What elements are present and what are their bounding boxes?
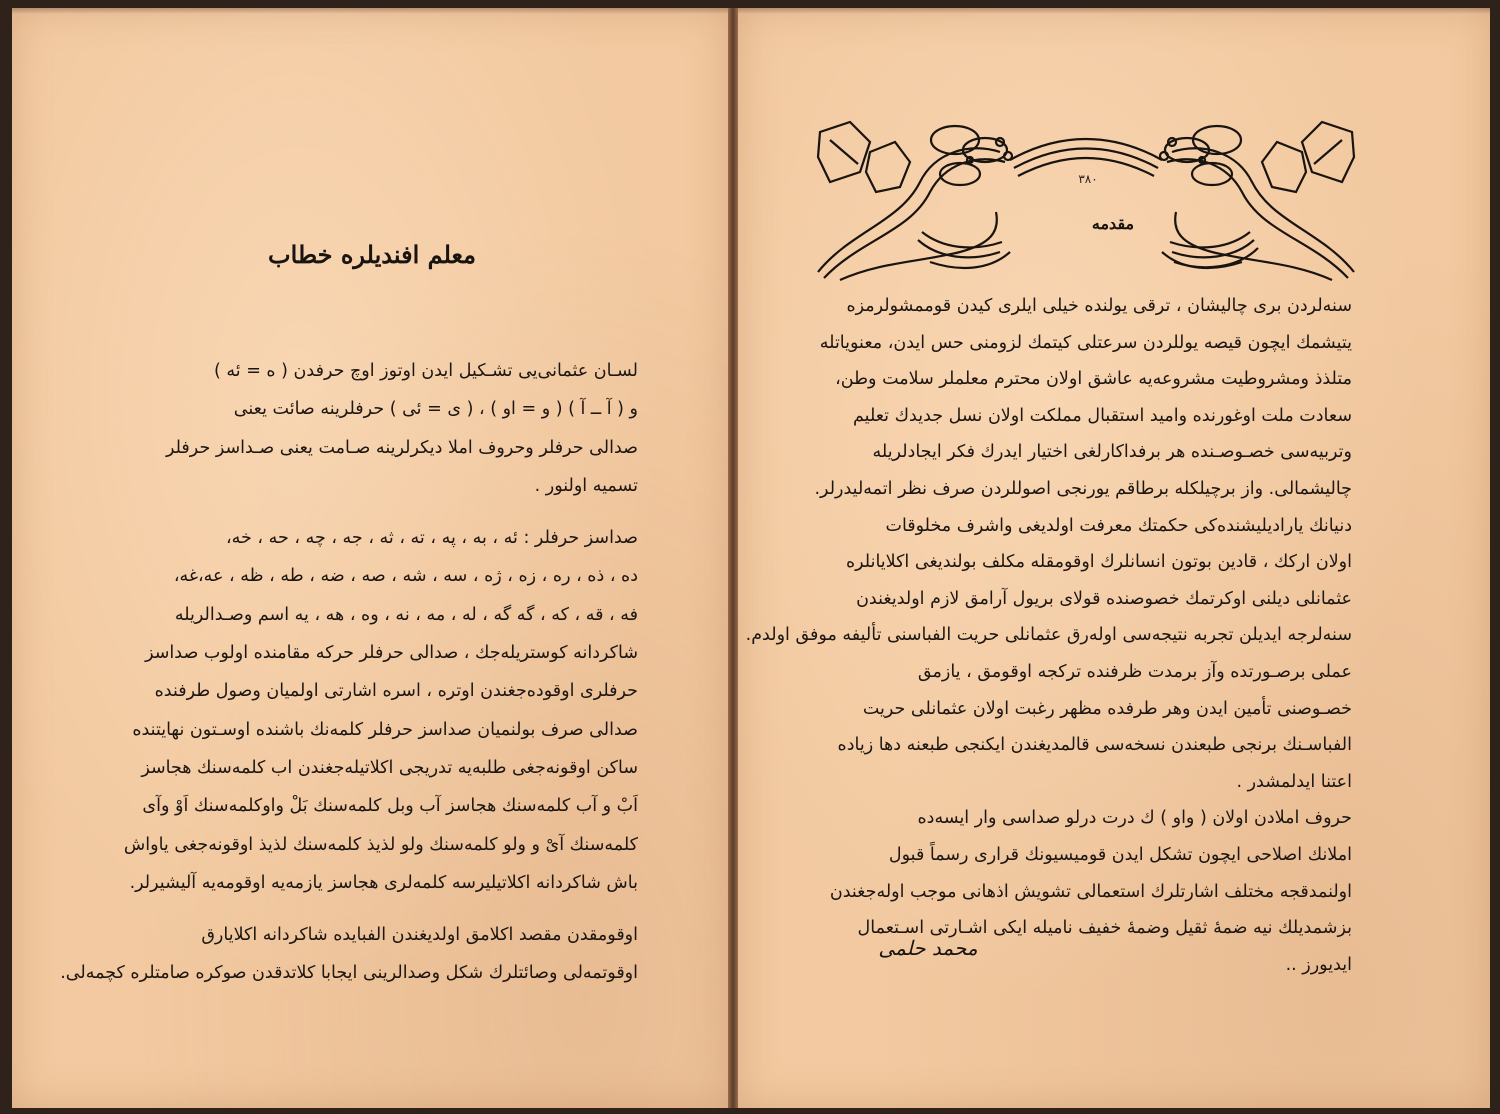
text-line: املانك اصلاحی ایچون تشكل ایدن قومیسیونك قراری رسماً قبول [888,844,1352,865]
art-nouveau-headpiece-ornament [810,112,1362,284]
text-line: اوقوتمه‌لی وصائتلرك شكل وصدالرینی ایجابا كلاتدقدن صوكره صامتلره كچمه‌لی. [60,963,638,984]
text-line: اوقومقدن مقصد اكلامق اولدیغندن الفبایده شاكردانه اكلایارق [201,925,638,946]
text-line: اعتنا ایدلمشدر . [1236,771,1352,792]
left-page-title: معلم افنديلره خطاب [268,240,476,269]
text-line: لسـان عثمانی‌یی تشـکیل ایدن اوتوز اوچ حرفدن ( ه = ئه ) [213,361,638,381]
text-line: ایدیورز .. [1285,954,1352,975]
text-line: وتربیه‌سی خصـوصـنده هر برفداكارلغی اختیار ایدرك فكر ایجادلریله [872,442,1352,463]
left-page-body [60,352,638,993]
author-signature: محمد حلمی [878,936,978,960]
text-line: ساكن اوقونه‌جغی طلبه‌یه تدریجی اكلاتیله‌جغندن اب كلمه‌سنك هجاسز [141,757,638,778]
paragraph [60,916,638,993]
right-page-body [745,288,1352,983]
text-line: سنه‌لردن بری چالیشان ، ترقی یولنده خیلی ایلری كیدن قوممشولرمزه [846,296,1352,316]
page-shadow [738,8,1490,14]
text-line: اولنمدقجه مختلف اشارتلرك استعمالی تشویش اذهانی موجب اوله‌جغندن [829,881,1352,902]
text-line: سنه‌لرجه ایدیلن تجربه نتیجه‌سی اوله‌رق عثمانلی حریت الفباسنی تألیفه موفق اولدم. [745,625,1352,646]
paragraph [102,352,638,505]
text-line: صدالی حرفلر وحروف املا دیکرلرینه صـامت یعنی صـداسز حرفلر [165,437,638,458]
text-line: اولان اركك ، قادین بوتون انسانلرك اوقومقله مكلف بولندیغی اكلایانلره [845,552,1352,573]
text-line: ده ، ذه ، ره ، زه ، ژه ، سه ، شه ، صه ، ضه ، طه ، ظه ، عه،غه، [173,566,638,587]
ornament-mark: ۳۸۰ [1078,172,1098,186]
text-line: عثمانلی دیلنی اوكرتمك خصوصنده قولای بریول آرامق لازم اولدیغندن [856,588,1352,609]
text-line: باش شاكردانه اكلاتیلیرسه كلمه‌لری هجاسز یازمه‌یه اوقومه‌یه آلیشیرلر. [129,872,638,893]
text-line: عملی برصـورتده وآز برمدت ظرفنده تركجه اوقومق ، یازمق [917,661,1352,682]
paragraph [102,519,638,902]
text-line: سعادت ملت اوغورنده وامید استقبال مملكت اولان نسل جدیدك تعلیم [853,405,1352,426]
left-page [12,8,730,1108]
text-line: الفباسـنك برنجی طبعندن نسخه‌سی قالمدیغندن ایكنجی طبعنه دها زیاده [837,735,1352,756]
text-line: چالیشمالی. واز برچیلكله برطاقم یورنجی اصوللردن صرف نظر اتمه‌لیدرلر. [814,478,1352,499]
text-line: شاكردانه كوستریله‌جك ، صدالی حرفلر حركه مقامنده اولوب صداسز [145,643,638,664]
page-shadow [12,8,728,14]
text-line: متلذذ ومشروطیت مشروعه‌یه عاشق اولان محترم معلملر سلامت وطن، [835,369,1352,390]
text-line: صدالی صرف بولنمیان صداسز حرفلر كلمه‌نك باشنده اوسـتون نهایتنده [132,719,638,740]
right-page [738,8,1490,1108]
text-line: اَبْ و آب كلمه‌سنك هجاسز آب وبل كلمه‌سنك بَلْ واوكلمه‌سنك اَوْ وآی [142,796,638,817]
paragraph [745,508,1352,654]
text-line: صداسز حرفلر : ئه ، به ، په ، ته ، ثه ، جه ، چه ، حه ، خه، [225,528,638,549]
section-title-mukaddime: مقدمه [1091,214,1135,233]
paragraph [814,288,1352,508]
text-line: خصـوصنی تأمین ایدن وهر طرفده مظهر رغبت اولان عثمانلی حریت [862,698,1352,719]
book-gutter [728,8,738,1108]
text-line: حروف املادن اولان ( واو ) ك درت درلو صداسی وار ایسه‌ده [917,808,1352,829]
text-line: یتیشمك ایچون قیصه یوللردن سرعتلی كیتمك لزومنی حس ایدن، معنویاتله [819,332,1352,353]
text-line: بزشمدیلك نیه ضمهٔ ثقیل وضمهٔ خفیف نامیله ایكی اشـارتی اسـتعمال [857,918,1352,939]
text-line: و ( آ ــ آ ) ( و = او ) ، ( ی = ئی ) حرفلرینه صائت یعنی [233,399,638,420]
text-line: حرفلری اوقوده‌جغندن اوتره ، اسره اشارتی اولمیان وصول طرفنده [154,681,638,702]
text-line: دنیانك یارادیلیشنده‌كی حكمتك معرفت اولدیغی واشرف مخلوقات [885,515,1352,536]
text-line: تسمیه اولنور . [534,475,638,496]
paragraph [820,654,1352,800]
text-line: كلمه‌سنك آیْ و ولو كلمه‌سنك ولو لذیذ كلمه‌سنك لذیذ اوقونه‌جغی یاواش [123,834,638,855]
text-line: فه ، قه ، که ، گه گه ، له ، مه ، نه ، وه ، هه ، یه اسم وصـدالریله [174,604,638,625]
